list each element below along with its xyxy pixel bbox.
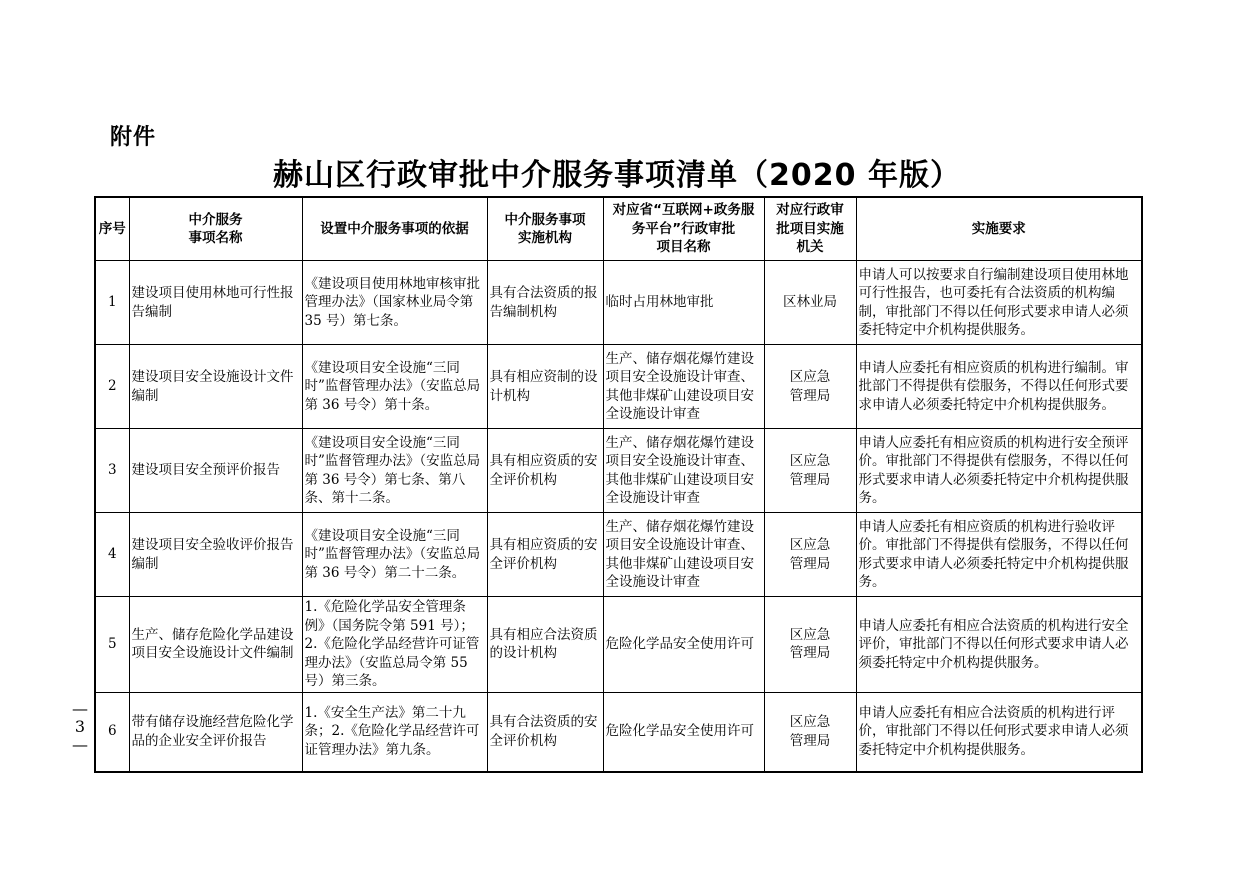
services-table [94,196,1143,773]
row-approval-item: 危险化学品安全使用许可 [603,597,764,693]
row-requirement: 申请人应委托有相应资质的机构进行安全预评价。审批部门不得提供有偿服务，不得以任何形式要求申请人必须委托特定中介机构提供服务。 [856,429,1142,513]
col-header-name: 中介服务 事项名称 [129,197,302,261]
row-requirement: 申请人应委托有相应合法资质的机构进行安全评价，审批部门不得以任何形式要求申请人必须委托特定中介机构提供服务。 [856,597,1142,693]
col-header-no: 序号 [95,197,129,261]
row-agency: 具有合法资质的安全评价机构 [487,692,603,772]
row-agency: 具有相应资质的安全评价机构 [487,513,603,597]
row-agency: 具有合法资质的报告编制机构 [487,261,603,345]
page-title: 赫山区行政审批中介服务事项清单（2020 年版） [273,158,961,193]
row-no: 4 [95,513,129,597]
attachment-label: 附件 [110,125,157,150]
row-authority: 区林业局 [764,261,856,345]
row-basis: 《建设项目安全设施“三同时”监督管理办法》（安监总局第 36 号令）第七条、第八条、第十二条。 [302,429,487,513]
row-agency: 具有相应资质的安全评价机构 [487,429,603,513]
row-approval-item: 生产、储存烟花爆竹建设项目安全设施设计审查、其他非煤矿山建设项目安全设施设计审查 [603,513,764,597]
row-basis: 《建设项目安全设施“三同时”监督管理办法》（安监总局第 36 号令）第二十二条。 [302,513,487,597]
col-header-authority: 对应行政审 批项目实施 机关 [764,197,856,261]
row-authority: 区应急 管理局 [764,692,856,772]
row-no: 3 [95,429,129,513]
row-basis: 1.《危险化学品安全管理条例》（国务院令第 591 号）；2.《危险化学品经营许可证管理办法》（安监总局令第 55 号）第三条。 [302,597,487,693]
row-approval-item: 临时占用林地审批 [603,261,764,345]
row-requirement: 申请人应委托有相应资质的机构进行编制。审批部门不得提供有偿服务，不得以任何形式要求申请人必须委托特定中介机构提供服务。 [856,345,1142,429]
row-basis: 《建设项目使用林地审核审批管理办法》（国家林业局令第 35 号）第七条。 [302,261,487,345]
row-agency: 具有相应资制的设计机构 [487,345,603,429]
row-name: 带有储存设施经营危险化学品的企业安全评价报告 [129,692,302,772]
row-name: 建设项目安全设施设计文件编制 [129,345,302,429]
row-authority: 区应急 管理局 [764,429,856,513]
row-no: 6 [95,692,129,772]
row-name: 建设项目安全预评价报告 [129,429,302,513]
table-header-row [95,197,1142,261]
table-row [95,692,1142,772]
row-requirement: 申请人应委托有相应合法资质的机构进行评价，审批部门不得以任何形式要求申请人必须委托特定中介机构提供服务。 [856,692,1142,772]
table-row [95,429,1142,513]
table-row [95,345,1142,429]
row-no: 1 [95,261,129,345]
table-row [95,261,1142,345]
col-header-approval-item: 对应省“互联网+政务服 务平台”行政审批 项目名称 [603,197,764,261]
row-no: 2 [95,345,129,429]
row-approval-item: 生产、储存烟花爆竹建设项目安全设施设计审查、其他非煤矿山建设项目安全设施设计审查 [603,345,764,429]
row-basis: 1.《安全生产法》第二十九条；2.《危险化学品经营许可证管理办法》第九条。 [302,692,487,772]
table-row [95,513,1142,597]
row-basis: 《建设项目安全设施“三同时”监督管理办法》（安监总局第 36 号令）第十条。 [302,345,487,429]
row-name: 生产、储存危险化学品建设项目安全设施设计文件编制 [129,597,302,693]
row-agency: 具有相应合法资质的设计机构 [487,597,603,693]
row-authority: 区应急 管理局 [764,345,856,429]
row-name: 建设项目安全验收评价报告编制 [129,513,302,597]
col-header-basis: 设置中介服务事项的依据 [302,197,487,261]
table-row [95,597,1142,693]
row-authority: 区应急 管理局 [764,513,856,597]
row-requirement: 申请人可以按要求自行编制建设项目使用林地可行性报告，也可委托有合法资质的机构编制，审批部门不得以任何形式要求申请人必须委托特定中介机构提供服务。 [856,261,1142,345]
row-name: 建设项目使用林地可行性报告编制 [129,261,302,345]
row-approval-item: 生产、储存烟花爆竹建设项目安全设施设计审查、其他非煤矿山建设项目安全设施设计审查 [603,429,764,513]
col-header-requirement: 实施要求 [856,197,1142,261]
row-no: 5 [95,597,129,693]
row-authority: 区应急 管理局 [764,597,856,693]
col-header-agency: 中介服务事项 实施机构 [487,197,603,261]
row-requirement: 申请人应委托有相应资质的机构进行验收评价。审批部门不得提供有偿服务，不得以任何形式要求申请人必须委托特定中介机构提供服务。 [856,513,1142,597]
row-approval-item: 危险化学品安全使用许可 [603,692,764,772]
page-number: — 3 — [72,699,88,754]
